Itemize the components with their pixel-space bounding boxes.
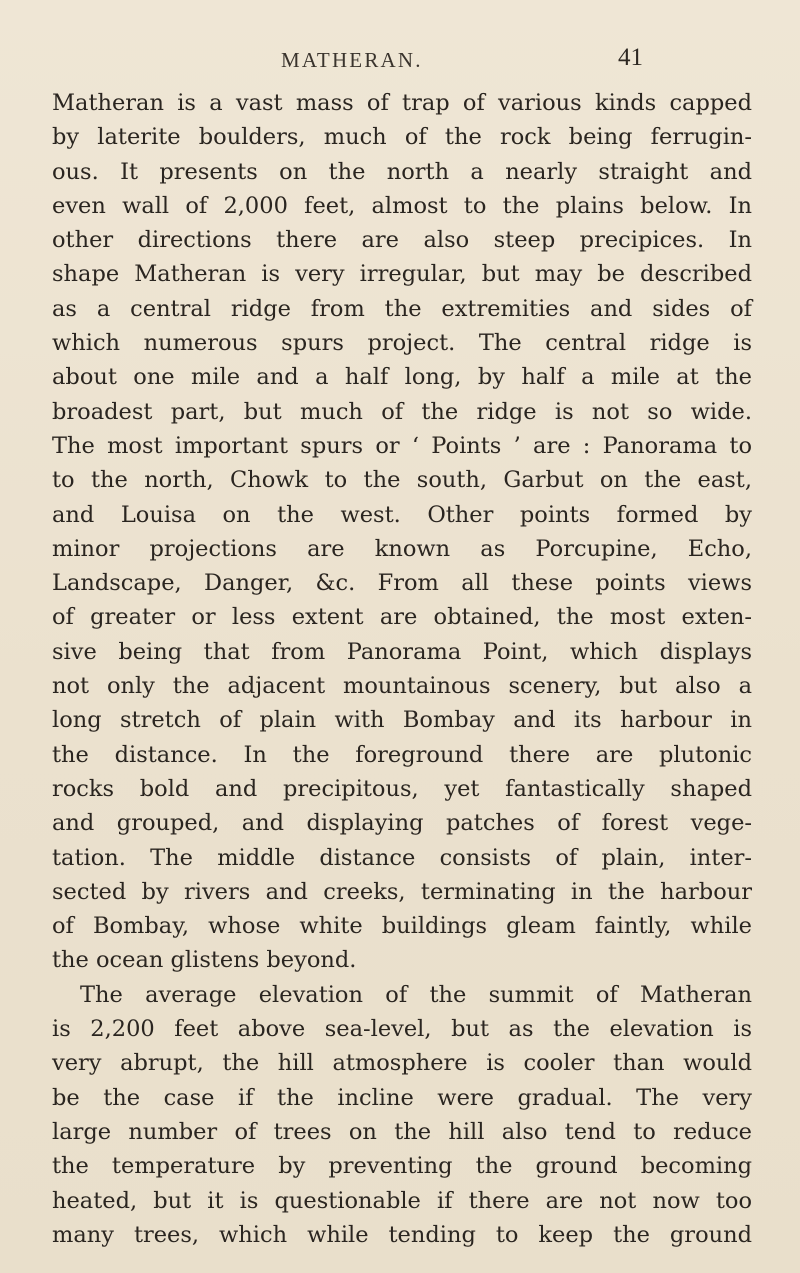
text-line: long stretch of plain with Bombay and its harbour in — [52, 707, 752, 734]
text-line: the temperature by preventing the ground becoming — [52, 1153, 752, 1180]
text-line: tation. The middle distance consists of plain, inter- — [52, 844, 752, 871]
text-line: the ocean glistens beyond. — [52, 947, 357, 974]
text-line: minor projections are known as Porcupine, Echo, — [52, 535, 752, 562]
page-number: 41 — [618, 44, 643, 71]
text-line: rocks bold and precipitous, yet fantastically shaped — [52, 775, 752, 802]
text-line: The average elevation of the summit of Matheran — [80, 981, 752, 1008]
text-line: sected by rivers and creeks, terminating in the harbour — [52, 878, 752, 905]
text-line: sive being that from Panorama Point, which displays — [52, 638, 752, 665]
text-line: even wall of 2,000 feet, almost to the plains below. In — [52, 192, 752, 219]
text-line: the distance. In the foreground there are plutonic — [52, 741, 752, 768]
text-line: Matheran is a vast mass of trap of various kinds capped — [52, 90, 752, 116]
text-line: which numerous spurs project. The central ridge is — [52, 330, 752, 357]
text-line: broadest part, but much of the ridge is not so wide. — [52, 398, 752, 425]
text-line: not only the adjacent mountainous scenery, but also a — [52, 673, 752, 700]
text-line: is 2,200 feet above sea-level, but as the elevation is — [52, 1016, 752, 1043]
paragraph — [52, 978, 752, 1252]
text-line: Landscape, Danger, &c. From all these points views — [52, 570, 752, 597]
body-text — [52, 86, 752, 1252]
text-line: by laterite boulders, much of the rock being ferrugin- — [52, 124, 752, 151]
text-line: about one mile and a half long, by half a mile at the — [52, 364, 752, 391]
text-line: as a central ridge from the extremities and sides of — [52, 295, 752, 322]
text-line: be the case if the incline were gradual. The very — [52, 1084, 752, 1111]
text-line: and Louisa on the west. Other points formed by — [52, 501, 752, 528]
text-line: very abrupt, the hill atmosphere is cooler than would — [52, 1050, 752, 1077]
text-line: of greater or less extent are obtained, the most exten- — [52, 604, 752, 631]
text-line: ous. It presents on the north a nearly straight and — [52, 158, 752, 185]
text-line: large number of trees on the hill also tend to reduce — [52, 1118, 752, 1145]
text-line: other directions there are also steep precipices. In — [52, 227, 752, 254]
text-line: heated, but it is questionable if there are not now too — [52, 1187, 752, 1214]
text-line: The most important spurs or ‘ Points ’ are : Panorama to — [52, 432, 752, 459]
text-line: to the north, Chowk to the south, Garbut on the east, — [52, 467, 752, 494]
text-line: shape Matheran is very irregular, but may be described — [52, 261, 752, 288]
running-title: MATHERAN. — [281, 48, 423, 72]
paragraph — [52, 86, 752, 978]
text-line: many trees, which while tending to keep the ground — [52, 1221, 752, 1248]
text-line: and grouped, and displaying patches of forest vege- — [52, 810, 752, 837]
text-line: of Bombay, whose white buildings gleam faintly, while — [52, 913, 752, 940]
